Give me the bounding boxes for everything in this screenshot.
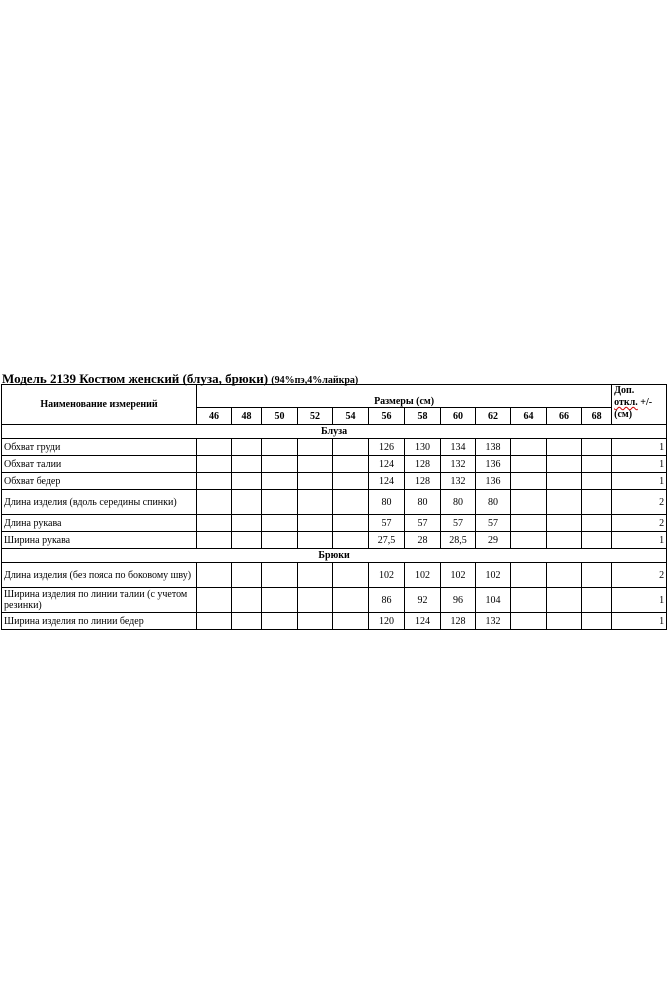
measurement-value — [547, 456, 582, 473]
measurement-value — [547, 515, 582, 532]
measurement-value — [197, 439, 232, 456]
measurement-value: 57 — [476, 515, 511, 532]
measurement-value: 57 — [369, 515, 405, 532]
measurement-value: 134 — [441, 439, 476, 456]
table-body — [2, 425, 667, 630]
measurement-value — [232, 439, 262, 456]
section-row — [2, 549, 667, 563]
measurement-value — [232, 588, 262, 613]
measurement-name: Ширина изделия по линии бедер — [2, 613, 197, 630]
measurement-name: Длина рукава — [2, 515, 197, 532]
tolerance-header-line3: (см) — [614, 409, 633, 420]
size-column-header: 50 — [262, 408, 298, 425]
table-row — [2, 532, 667, 549]
table-row — [2, 588, 667, 613]
tolerance-header-line2 — [614, 397, 664, 409]
measurement-name: Длина изделия (вдоль середины спинки) — [2, 490, 197, 515]
measurement-value — [232, 563, 262, 588]
measurement-value — [582, 439, 612, 456]
tolerance-header — [612, 385, 667, 425]
measurement-value — [298, 490, 333, 515]
measurement-value: 102 — [369, 563, 405, 588]
table-row — [2, 439, 667, 456]
measurement-value: 29 — [476, 532, 511, 549]
measurement-value — [298, 473, 333, 490]
size-column-header: 68 — [582, 408, 612, 425]
size-column-header: 62 — [476, 408, 511, 425]
measurement-value — [511, 613, 547, 630]
measurement-value: 132 — [476, 613, 511, 630]
measurement-value — [262, 490, 298, 515]
measurement-value — [298, 563, 333, 588]
measurement-value — [511, 588, 547, 613]
tolerance-value: 2 — [612, 563, 667, 588]
measurement-value: 80 — [405, 490, 441, 515]
measurement-value — [333, 613, 369, 630]
measurement-value — [333, 563, 369, 588]
measurement-value — [511, 456, 547, 473]
measurement-value — [547, 532, 582, 549]
measurement-value — [582, 563, 612, 588]
measurement-value: 128 — [441, 613, 476, 630]
tolerance-header-word: откл. — [614, 397, 638, 408]
measurement-value — [547, 613, 582, 630]
tolerance-value: 1 — [612, 439, 667, 456]
measurement-name: Длина изделия (без пояса по боковому шву) — [2, 563, 197, 588]
size-column-header: 66 — [547, 408, 582, 425]
measurement-value — [582, 515, 612, 532]
measurement-value: 126 — [369, 439, 405, 456]
measurement-value — [197, 515, 232, 532]
tolerance-value: 1 — [612, 532, 667, 549]
measurement-name: Обхват бедер — [2, 473, 197, 490]
size-column-header: 54 — [333, 408, 369, 425]
section-row — [2, 425, 667, 439]
measurement-value: 80 — [476, 490, 511, 515]
measurement-value — [333, 588, 369, 613]
tolerance-header-line1: Доп. — [614, 385, 635, 396]
measurement-value — [511, 473, 547, 490]
measurement-value — [197, 532, 232, 549]
measurement-value: 128 — [405, 456, 441, 473]
measurement-value — [262, 563, 298, 588]
measurement-value — [262, 439, 298, 456]
measurement-name: Обхват талии — [2, 456, 197, 473]
measurement-value — [333, 456, 369, 473]
header-row — [2, 385, 667, 408]
measurement-value — [582, 456, 612, 473]
measurement-value — [298, 588, 333, 613]
measurement-value — [262, 473, 298, 490]
measurement-value — [197, 588, 232, 613]
measurement-value — [232, 473, 262, 490]
size-column-header: 46 — [197, 408, 232, 425]
measurement-value: 86 — [369, 588, 405, 613]
measurement-value — [547, 563, 582, 588]
measurement-value — [197, 473, 232, 490]
table-row — [2, 456, 667, 473]
measurement-value — [197, 613, 232, 630]
tolerance-value: 1 — [612, 473, 667, 490]
measurement-value: 102 — [441, 563, 476, 588]
measurement-value: 128 — [405, 473, 441, 490]
section-title: Блуза — [2, 425, 667, 439]
measurement-name: Ширина рукава — [2, 532, 197, 549]
measurement-value: 27,5 — [369, 532, 405, 549]
measurement-value — [298, 456, 333, 473]
size-column-header: 58 — [405, 408, 441, 425]
measurement-value — [511, 515, 547, 532]
measurement-value — [262, 532, 298, 549]
tolerance-value: 1 — [612, 588, 667, 613]
measurement-value — [232, 456, 262, 473]
measurement-name-header: Наименование измерений — [2, 385, 197, 425]
measurement-value: 130 — [405, 439, 441, 456]
measurement-value — [547, 490, 582, 515]
measurement-value — [582, 588, 612, 613]
measurement-value: 57 — [405, 515, 441, 532]
measurement-value: 102 — [476, 563, 511, 588]
measurement-value — [333, 490, 369, 515]
tolerance-value: 2 — [612, 515, 667, 532]
size-column-header: 48 — [232, 408, 262, 425]
measurement-value — [232, 613, 262, 630]
fabric-composition: (94%пэ,4%лайкра) — [271, 375, 359, 386]
measurement-value — [582, 532, 612, 549]
tolerance-header-sign: +/- — [637, 397, 653, 408]
measurement-value — [333, 532, 369, 549]
table-row — [2, 613, 667, 630]
measurement-value: 124 — [369, 456, 405, 473]
model-title: Модель 2139 Костюм женский (блуза, брюки) — [2, 371, 272, 386]
table-row — [2, 490, 667, 515]
measurement-value — [333, 439, 369, 456]
measurement-value: 80 — [369, 490, 405, 515]
table-row — [2, 473, 667, 490]
measurement-value — [511, 532, 547, 549]
measurement-value — [262, 613, 298, 630]
measurement-value — [298, 532, 333, 549]
size-column-header: 52 — [298, 408, 333, 425]
measurement-value — [262, 515, 298, 532]
measurement-value — [547, 588, 582, 613]
measurement-value — [197, 456, 232, 473]
size-column-header: 56 — [369, 408, 405, 425]
measurement-value — [197, 563, 232, 588]
measurement-value — [511, 439, 547, 456]
measurement-value: 138 — [476, 439, 511, 456]
tolerance-value: 1 — [612, 456, 667, 473]
size-column-header: 64 — [511, 408, 547, 425]
measurement-value: 132 — [441, 456, 476, 473]
measurement-value — [582, 613, 612, 630]
measurement-value: 92 — [405, 588, 441, 613]
size-chart-table — [1, 384, 667, 630]
measurement-value: 28,5 — [441, 532, 476, 549]
measurement-value: 102 — [405, 563, 441, 588]
measurement-value: 28 — [405, 532, 441, 549]
measurement-value — [197, 490, 232, 515]
table-row — [2, 563, 667, 588]
measurement-value — [262, 456, 298, 473]
measurement-name: Обхват груди — [2, 439, 197, 456]
measurement-value: 120 — [369, 613, 405, 630]
measurement-value — [232, 532, 262, 549]
measurement-value — [511, 563, 547, 588]
tolerance-value: 2 — [612, 490, 667, 515]
measurement-value — [298, 515, 333, 532]
measurement-value: 136 — [476, 473, 511, 490]
measurement-value: 80 — [441, 490, 476, 515]
measurement-value — [232, 490, 262, 515]
measurement-value — [582, 490, 612, 515]
measurement-value — [232, 515, 262, 532]
measurement-name: Ширина изделия по линии талии (с учетом резинки) — [2, 588, 197, 613]
measurement-value: 132 — [441, 473, 476, 490]
measurement-value — [582, 473, 612, 490]
tolerance-value: 1 — [612, 613, 667, 630]
size-column-header: 60 — [441, 408, 476, 425]
sizes-header: Размеры (см) — [197, 385, 612, 408]
measurement-value — [511, 490, 547, 515]
measurement-value — [262, 588, 298, 613]
measurement-value: 124 — [405, 613, 441, 630]
measurement-value: 124 — [369, 473, 405, 490]
measurement-value — [547, 439, 582, 456]
measurement-value: 136 — [476, 456, 511, 473]
measurement-value: 96 — [441, 588, 476, 613]
measurement-value — [298, 613, 333, 630]
measurement-value — [298, 439, 333, 456]
table-row — [2, 515, 667, 532]
measurement-value: 104 — [476, 588, 511, 613]
measurement-value: 57 — [441, 515, 476, 532]
measurement-value — [333, 473, 369, 490]
section-title: Брюки — [2, 549, 667, 563]
measurement-value — [547, 473, 582, 490]
measurement-value — [333, 515, 369, 532]
